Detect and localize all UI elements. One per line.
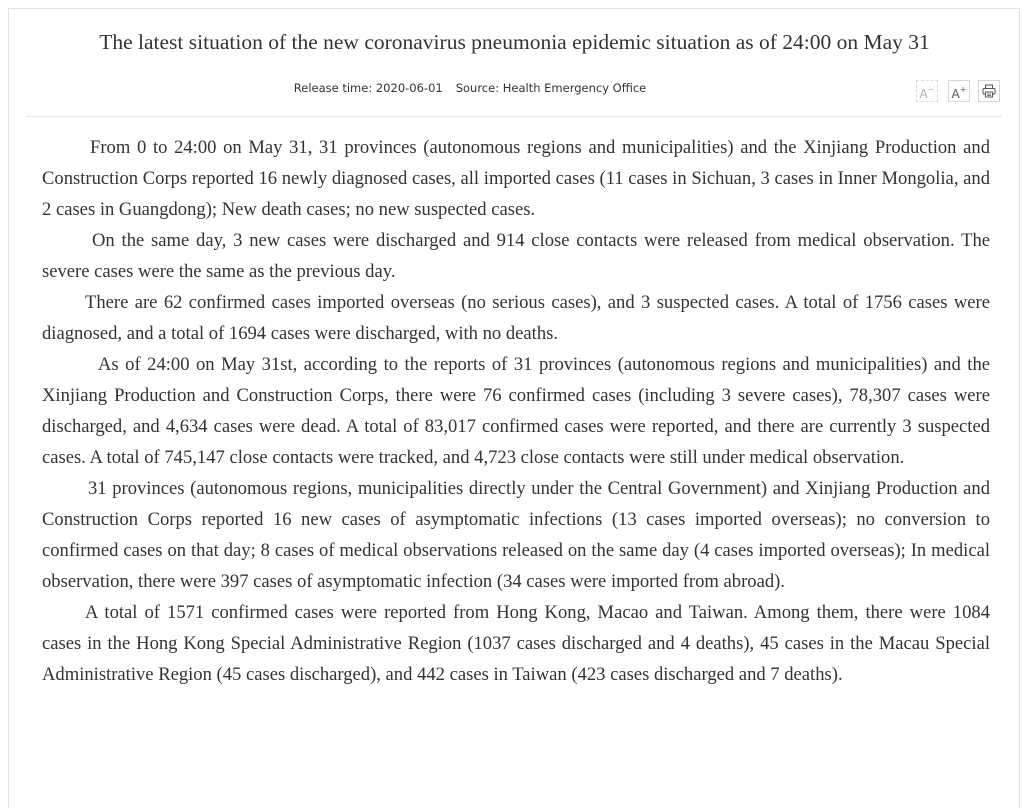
- release-time: Release time: 2020-06-01: [293, 81, 443, 95]
- article-meta: [0, 81, 940, 95]
- print-button[interactable]: [978, 80, 1000, 102]
- printer-icon: [982, 84, 996, 98]
- decrease-font-button[interactable]: A−: [916, 80, 938, 102]
- paragraph: On the same day, 3 new cases were discharged and 914 close contacts were released from medical observation. The severe cases were the same as the previous day.: [42, 230, 990, 282]
- paragraph: From 0 to 24:00 on May 31, 31 provinces (autonomous regions and municipalities) and the Xinjiang Production and Construction Corps reported 16 newly diagnosed cases, all imported cases (11 cases in Sichuan, 3 cases in Inner Mongolia, and 2 cases in Guangdong); New death cases; no new suspected cases.: [42, 137, 990, 220]
- source: Source: Health Emergency Office: [455, 81, 647, 95]
- article-body: [42, 132, 990, 690]
- paragraph: 31 provinces (autonomous regions, municipalities directly under the Central Government) and Xinjiang Production and Construction Corps reported 16 new cases of asymptomatic infections (13 cases imported overseas); no conversion to confirmed cases on that day; 8 cases of medical observations released on the same day (4 cases imported overseas); In medical observation, there were 397 cases of asymptomatic infection (34 cases were imported from abroad).: [42, 478, 990, 592]
- increase-font-button[interactable]: A+: [948, 80, 970, 102]
- page-title: The latest situation of the new coronavirus pneumonia epidemic situation as of 24:00 on May 31: [99, 30, 930, 54]
- header-divider: [26, 116, 1002, 117]
- paragraph: A total of 1571 confirmed cases were reported from Hong Kong, Macao and Taiwan. Among them, there were 1084 cases in the Hong Kong Special Administrative Region (1037 cases discharged and 4 deaths), 45 cases in the Macau Special Administrative Region (45 cases discharged), and 442 cases in Taiwan (423 cases discharged and 7 deaths).: [42, 602, 990, 685]
- paragraph: As of 24:00 on May 31st, according to the reports of 31 provinces (autonomous regions and municipalities) and the Xinjiang Production and Construction Corps, there were 76 confirmed cases (including 3 severe cases), 78,307 cases were discharged, and 4,634 cases were dead. A total of 83,017 confirmed cases were reported, and there are currently 3 suspected cases. A total of 745,147 close contacts were tracked, and 4,723 close contacts were still under medical observation.: [42, 354, 990, 468]
- paragraph: There are 62 confirmed cases imported overseas (no serious cases), and 3 suspected cases. A total of 1756 cases were diagnosed, and a total of 1694 cases were discharged, with no deaths.: [42, 292, 990, 344]
